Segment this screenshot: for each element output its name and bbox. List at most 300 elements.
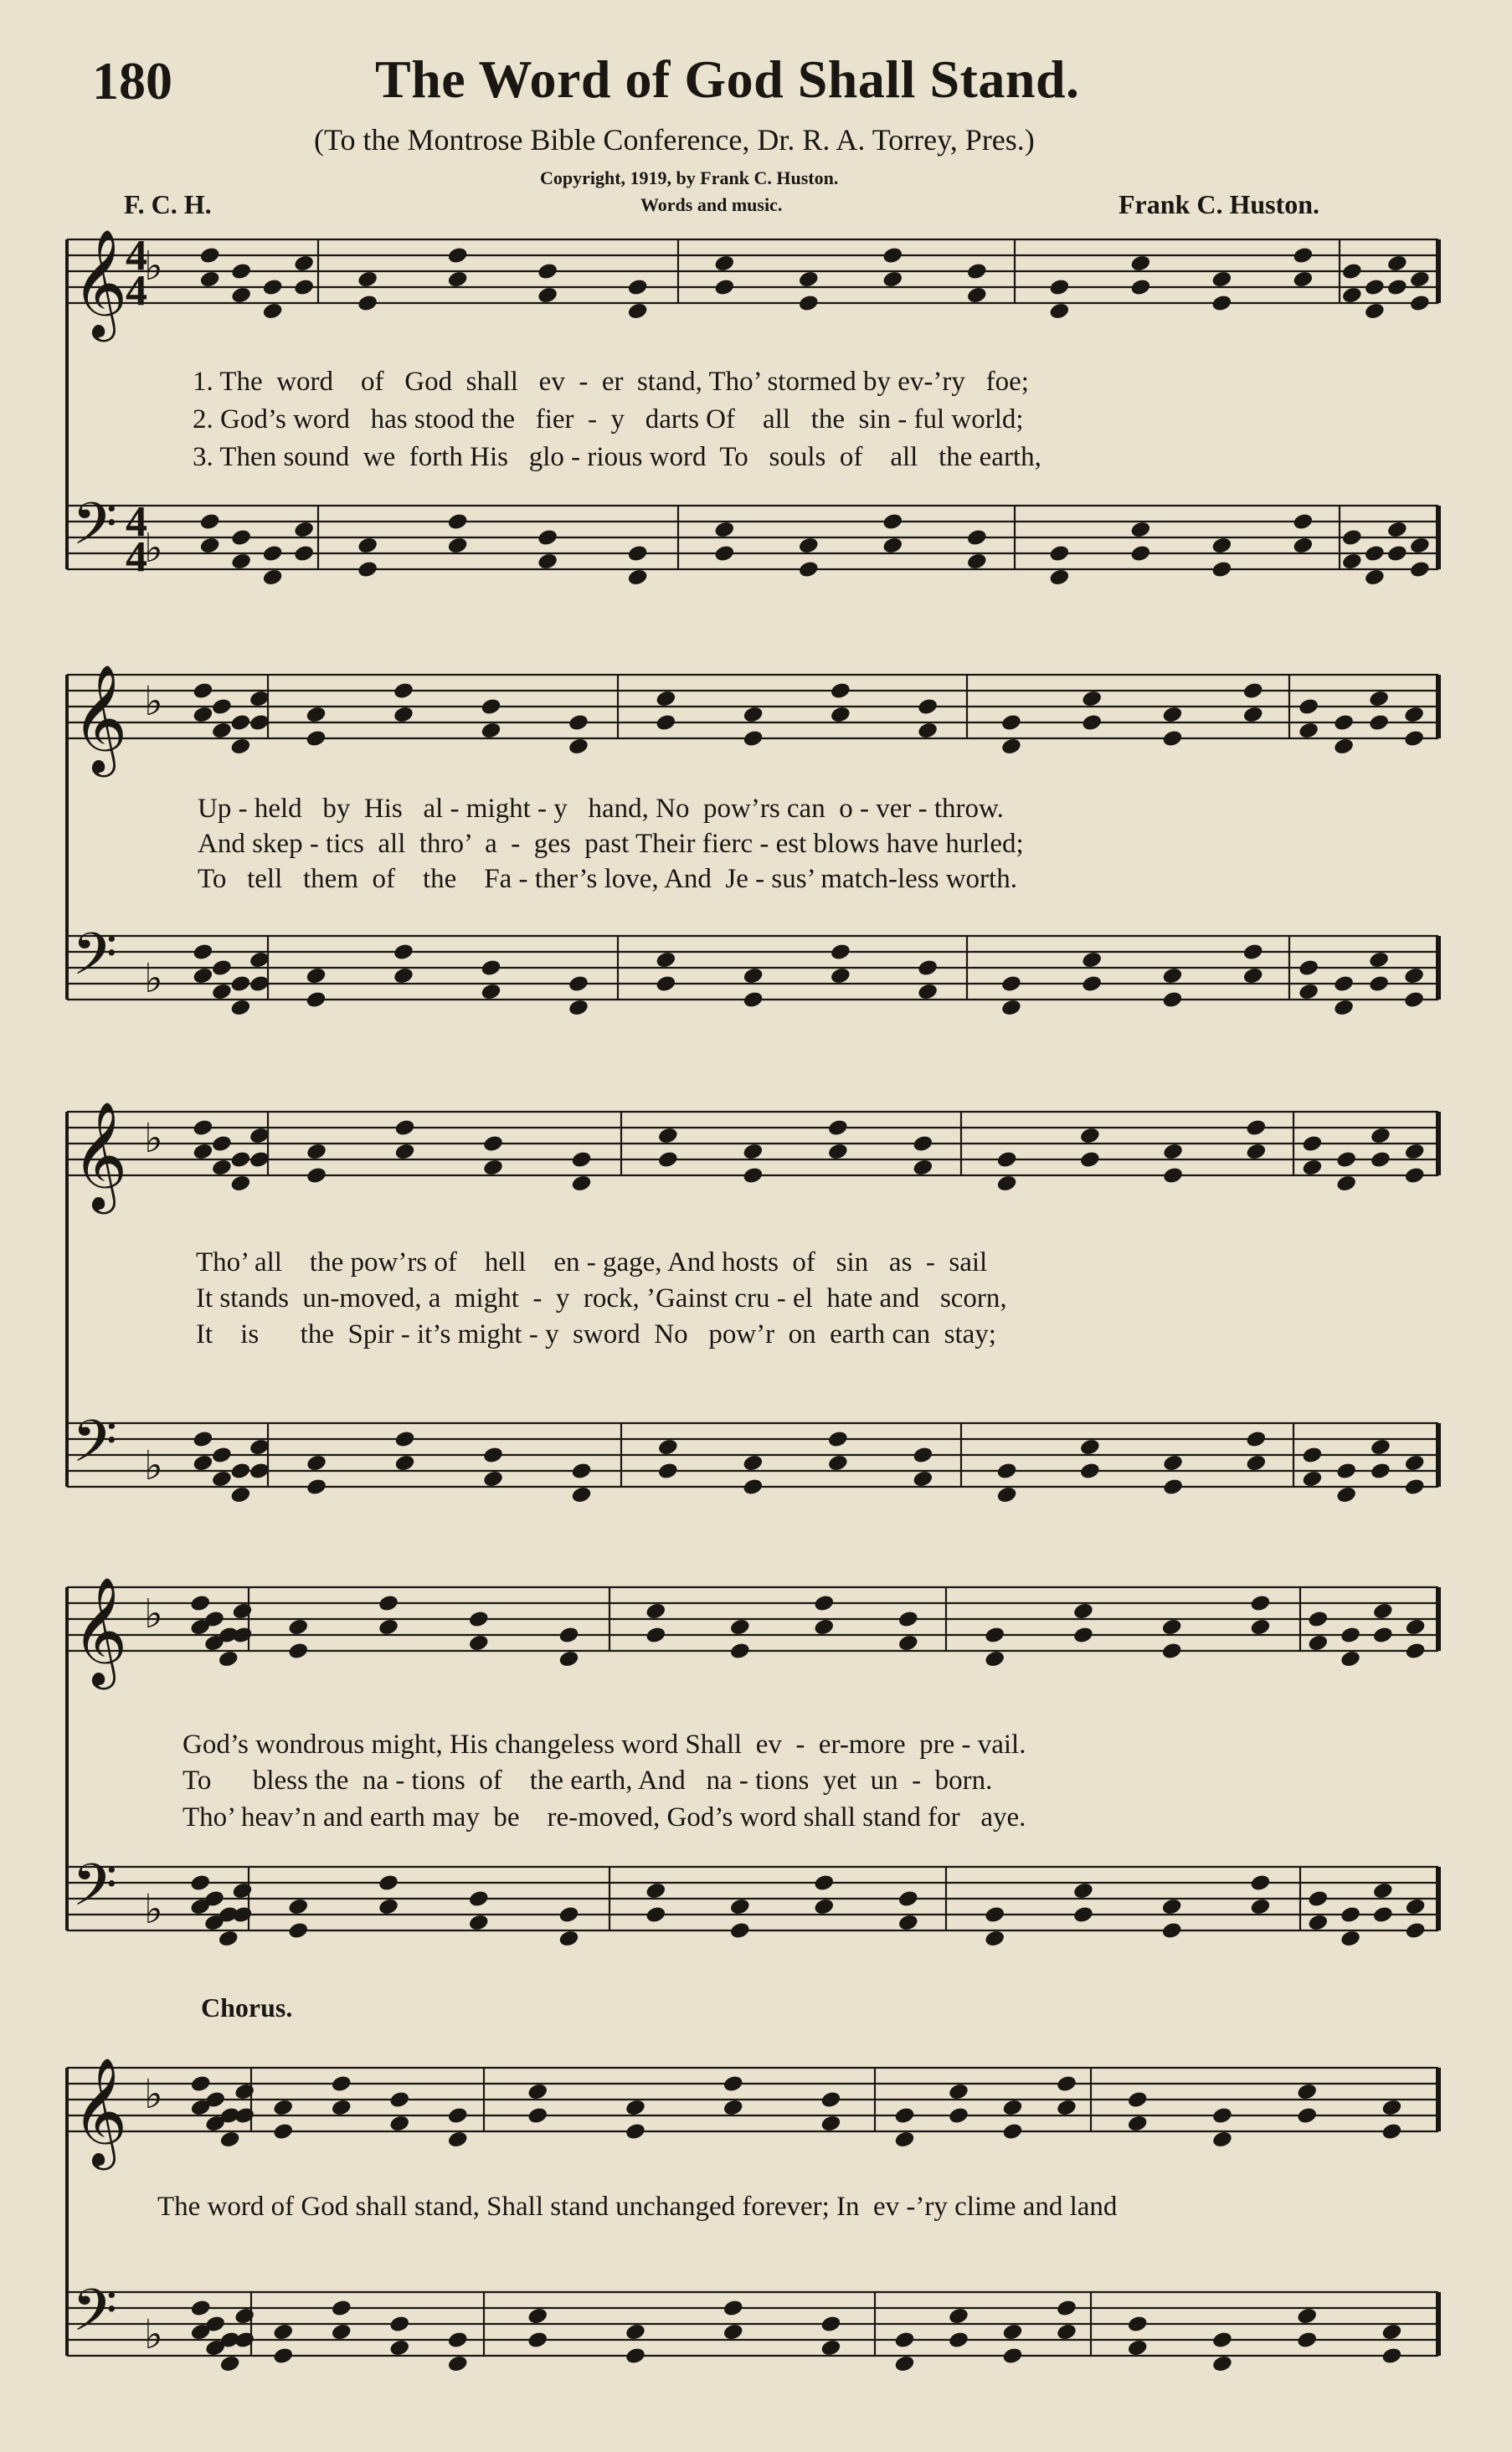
notehead — [1301, 1469, 1323, 1488]
notehead — [378, 1897, 399, 1916]
notehead — [305, 990, 327, 1010]
notehead — [293, 278, 315, 297]
flat-icon: ♭ — [144, 1591, 163, 1637]
lyric-line: To tell them of the Fa - ther’s love, And Je - sus’ match-less worth. — [198, 864, 1017, 894]
notehead — [570, 1462, 592, 1481]
notehead — [882, 246, 903, 265]
notehead — [1404, 1478, 1426, 1497]
notehead — [1079, 1126, 1101, 1145]
notehead — [230, 262, 252, 281]
notehead — [378, 1617, 399, 1637]
notehead — [229, 1485, 251, 1504]
notehead — [219, 2130, 241, 2149]
notehead — [1403, 966, 1425, 985]
notehead — [813, 1594, 835, 1613]
notehead — [262, 301, 284, 321]
notehead — [230, 552, 252, 571]
notehead — [1370, 1437, 1391, 1457]
notehead — [211, 1134, 233, 1154]
notehead — [1211, 560, 1232, 579]
notehead — [1127, 2114, 1149, 2133]
notehead — [1127, 2090, 1149, 2110]
notehead — [393, 943, 414, 962]
notehead — [798, 536, 820, 555]
notehead — [1368, 689, 1390, 708]
notehead — [1292, 536, 1314, 555]
notehead — [743, 966, 764, 985]
notehead — [1364, 278, 1386, 297]
notehead — [713, 544, 735, 563]
notehead — [713, 520, 735, 539]
notehead — [447, 536, 469, 555]
notehead — [1409, 560, 1431, 579]
notehead — [1161, 1617, 1183, 1637]
notehead — [211, 721, 233, 740]
notehead — [447, 2106, 469, 2126]
notehead — [1386, 278, 1408, 297]
dedication: (To the Montrose Bible Conference, Dr. R. A. Torrey, Pres.) — [314, 123, 1035, 157]
notehead — [1409, 270, 1431, 289]
notehead — [1404, 1453, 1426, 1473]
notehead — [192, 1118, 213, 1138]
notehead — [655, 950, 676, 969]
notehead — [813, 1897, 835, 1916]
notehead — [1001, 2322, 1023, 2341]
hymn-number: 180 — [92, 51, 172, 111]
notehead — [1081, 974, 1103, 994]
notehead — [625, 2122, 646, 2141]
notehead — [192, 705, 213, 724]
notehead — [234, 2106, 255, 2126]
lyric-line: Tho’ heav’n and earth may be re-moved, God’s word shall stand for aye. — [183, 1802, 1026, 1833]
notehead — [272, 2098, 294, 2117]
notehead — [1162, 1142, 1184, 1161]
bass-clef-icon: 𝄢 — [72, 1851, 118, 1933]
words-and-music-note: Words and music. — [640, 194, 783, 215]
notehead — [287, 1921, 309, 1941]
notehead — [1211, 2106, 1233, 2126]
notehead — [1372, 1626, 1394, 1645]
notehead — [229, 1462, 251, 1481]
notehead — [357, 536, 378, 555]
notehead — [912, 1446, 933, 1465]
notehead — [1249, 1897, 1271, 1916]
notehead — [192, 1430, 213, 1449]
notehead — [211, 697, 233, 717]
lyric-line: The word of God shall stand, Shall stand unchanged forever; In ev -’ry clime and land — [157, 2192, 1118, 2222]
chorus-label: Chorus. — [201, 1992, 293, 2023]
notehead — [190, 2074, 212, 2094]
notehead — [729, 1642, 751, 1661]
notehead — [1403, 729, 1425, 748]
notehead — [558, 1929, 579, 1948]
notehead — [357, 560, 378, 579]
notehead — [1298, 982, 1319, 1001]
notehead — [1162, 1453, 1184, 1473]
notehead — [537, 528, 558, 547]
notehead — [1381, 2098, 1402, 2117]
composer-credit: Frank C. Huston. — [1119, 189, 1320, 219]
notehead — [1001, 2098, 1023, 2117]
notehead — [1000, 737, 1022, 756]
author-initials: F. C. H. — [124, 189, 212, 219]
notehead — [393, 681, 414, 701]
notehead — [230, 285, 252, 305]
notehead — [729, 1897, 751, 1916]
notehead — [229, 974, 251, 994]
notehead — [645, 1626, 666, 1645]
notehead — [655, 974, 676, 994]
notehead — [1292, 246, 1314, 265]
notehead — [272, 2347, 294, 2366]
notehead — [742, 1453, 764, 1473]
notehead — [742, 1478, 764, 1497]
notehead — [1162, 1478, 1184, 1497]
notehead — [1386, 254, 1408, 273]
treble-clef-icon: 𝄞 — [72, 664, 128, 773]
notehead — [655, 713, 676, 733]
notehead — [897, 1889, 919, 1909]
notehead — [393, 1118, 415, 1138]
notehead — [219, 2354, 241, 2373]
notehead — [234, 2306, 255, 2326]
notehead — [1333, 974, 1355, 994]
notehead — [1404, 1921, 1426, 1941]
notehead — [306, 1166, 327, 1185]
notehead — [1079, 1437, 1101, 1457]
notehead — [743, 729, 764, 748]
notehead — [199, 246, 221, 265]
notehead — [948, 2106, 969, 2126]
notehead — [1129, 520, 1151, 539]
notehead — [912, 1158, 933, 1177]
notehead — [1296, 2082, 1318, 2101]
flat-icon: ♭ — [144, 1115, 163, 1162]
notehead — [723, 2098, 744, 2117]
notehead — [1386, 544, 1408, 563]
notehead — [1245, 1118, 1267, 1138]
notehead — [388, 2114, 410, 2133]
notehead — [655, 689, 676, 708]
notehead — [331, 2074, 352, 2094]
lyric-line: Up - held by His al - might - y hand, No pow’rs can o - ver - throw. — [198, 794, 1004, 824]
notehead — [1161, 729, 1183, 748]
notehead — [568, 974, 589, 994]
notehead — [1370, 1150, 1391, 1169]
notehead — [1079, 1462, 1101, 1481]
notehead — [827, 1118, 849, 1138]
notehead — [996, 1462, 1018, 1481]
notehead — [1301, 1134, 1323, 1154]
notehead — [1000, 713, 1022, 733]
notehead — [1333, 713, 1355, 733]
time-signature-bottom: 4 — [126, 267, 147, 315]
lyric-line: It is the Spir - it’s might - y sword No pow’r on earth can stay; — [196, 1319, 996, 1349]
notehead — [1340, 1626, 1361, 1645]
notehead — [393, 966, 414, 985]
notehead — [917, 982, 939, 1001]
time-signature-top: 4 — [126, 498, 147, 546]
treble-clef-icon: 𝄞 — [72, 229, 128, 337]
lyric-line: 3. Then sound we forth His glo - rious word To souls of all the earth, — [193, 442, 1041, 472]
notehead — [827, 1430, 849, 1449]
notehead — [192, 966, 213, 985]
notehead — [480, 697, 501, 717]
notehead — [1242, 943, 1264, 962]
notehead — [388, 2338, 410, 2357]
notehead — [1298, 721, 1319, 740]
notehead — [229, 713, 251, 733]
notehead — [199, 536, 221, 555]
notehead — [917, 697, 939, 717]
notehead — [1341, 528, 1363, 547]
notehead — [1335, 1174, 1357, 1193]
notehead — [447, 246, 469, 265]
notehead — [1072, 1601, 1094, 1621]
notehead — [262, 544, 284, 563]
notehead — [1404, 1617, 1426, 1637]
notehead — [1245, 1430, 1267, 1449]
notehead — [1081, 689, 1103, 708]
flat-icon: ♭ — [144, 525, 163, 572]
notehead — [568, 713, 589, 733]
notehead — [287, 1617, 309, 1637]
notehead — [893, 2331, 915, 2350]
notehead — [723, 2299, 744, 2318]
notehead — [1072, 1881, 1094, 1900]
notehead — [897, 1633, 919, 1653]
notehead — [830, 705, 851, 724]
notehead — [393, 1430, 415, 1449]
notehead — [393, 705, 414, 724]
notehead — [948, 2331, 969, 2350]
notehead — [1245, 1453, 1267, 1473]
notehead — [331, 2299, 352, 2318]
notehead — [527, 2106, 548, 2126]
notehead — [482, 1158, 504, 1177]
hymn-title: The Word of God Shall Stand. — [375, 49, 1080, 109]
notehead — [827, 1453, 849, 1473]
notehead — [527, 2082, 548, 2101]
notehead — [537, 285, 558, 305]
notehead — [558, 1905, 579, 1925]
flat-icon: ♭ — [144, 2311, 163, 2358]
flat-icon: ♭ — [144, 1886, 163, 1933]
notehead — [1381, 2347, 1402, 2366]
notehead — [1048, 544, 1070, 563]
notehead — [820, 2338, 841, 2357]
bass-clef-icon: 𝄢 — [72, 920, 118, 1002]
notehead — [234, 2331, 255, 2350]
notehead — [331, 2098, 352, 2117]
notehead — [1335, 1462, 1357, 1481]
notehead — [234, 2082, 255, 2101]
notehead — [1127, 2315, 1149, 2334]
treble-clef-icon: 𝄞 — [72, 1576, 128, 1685]
notehead — [882, 512, 903, 532]
bass-clef-icon: 𝄢 — [72, 1407, 118, 1489]
notehead — [657, 1126, 679, 1145]
notehead — [388, 2315, 410, 2334]
notehead — [231, 1881, 253, 1900]
notehead — [1081, 950, 1103, 969]
notehead — [966, 528, 988, 547]
notehead — [306, 1142, 327, 1161]
lyric-line: And skep - tics all thro’ a - ges past Their fierc - est blows have hurled; — [198, 829, 1024, 859]
notehead — [996, 1485, 1018, 1504]
notehead — [1404, 1166, 1426, 1185]
notehead — [231, 1626, 253, 1645]
notehead — [1000, 998, 1022, 1017]
notehead — [482, 1134, 504, 1154]
notehead — [723, 2322, 744, 2341]
notehead — [645, 1601, 666, 1621]
flat-icon: ♭ — [144, 1442, 163, 1489]
notehead — [1048, 278, 1070, 297]
notehead — [570, 1485, 592, 1504]
notehead — [1404, 1642, 1426, 1661]
notehead — [1072, 1905, 1094, 1925]
notehead — [1001, 2347, 1023, 2366]
notehead — [798, 270, 820, 289]
notehead — [480, 721, 501, 740]
notehead — [1307, 1610, 1329, 1629]
notehead — [1403, 990, 1425, 1010]
notehead — [1403, 705, 1425, 724]
lyric-line: 1. The word of God shall ev - er stand, Tho’ stormed by ev-’ry foe; — [193, 367, 1029, 397]
notehead — [798, 294, 820, 313]
notehead — [893, 2106, 915, 2126]
notehead — [568, 998, 589, 1017]
notehead — [917, 959, 939, 978]
notehead — [627, 278, 649, 297]
notehead — [627, 544, 649, 563]
notehead — [357, 294, 378, 313]
notehead — [657, 1437, 679, 1457]
notehead — [912, 1469, 933, 1488]
bass-clef-icon: 𝄢 — [72, 2276, 118, 2358]
notehead — [830, 966, 851, 985]
notehead — [1341, 552, 1363, 571]
notehead — [1211, 270, 1232, 289]
notehead — [984, 1649, 1005, 1668]
notehead — [1161, 1921, 1183, 1941]
notehead — [1211, 536, 1232, 555]
notehead — [1162, 1166, 1184, 1185]
notehead — [798, 560, 820, 579]
notehead — [1161, 1642, 1183, 1661]
notehead — [199, 270, 221, 289]
flat-icon: ♭ — [144, 678, 163, 725]
notehead — [189, 1874, 211, 1893]
notehead — [393, 1453, 415, 1473]
notehead — [1161, 705, 1183, 724]
notehead — [468, 1913, 490, 1932]
notehead — [480, 959, 501, 978]
notehead — [537, 552, 558, 571]
notehead — [984, 1905, 1005, 1925]
flat-icon: ♭ — [144, 2071, 163, 2118]
notehead — [1364, 301, 1386, 321]
notehead — [1370, 1462, 1391, 1481]
notehead — [1364, 544, 1386, 563]
notehead — [1161, 990, 1183, 1010]
lyric-line: To bless the na - tions of the earth, And na - tions yet un - born. — [183, 1766, 993, 1796]
notehead — [1127, 2338, 1149, 2357]
notehead — [393, 1142, 415, 1161]
notehead — [1292, 270, 1314, 289]
notehead — [948, 2082, 969, 2101]
notehead — [813, 1617, 835, 1637]
notehead — [1000, 974, 1022, 994]
notehead — [1372, 1881, 1394, 1900]
notehead — [1072, 1626, 1094, 1645]
notehead — [1296, 2331, 1318, 2350]
notehead — [1056, 2299, 1077, 2318]
notehead — [1245, 1142, 1267, 1161]
notehead — [1372, 1905, 1394, 1925]
notehead — [1340, 1649, 1361, 1668]
notehead — [1249, 1594, 1271, 1613]
notehead — [211, 982, 233, 1001]
notehead — [820, 2114, 841, 2133]
notehead — [199, 512, 221, 532]
notehead — [447, 2331, 469, 2350]
notehead — [984, 1929, 1005, 1948]
notehead — [305, 729, 327, 748]
notehead — [743, 705, 764, 724]
notehead — [830, 681, 851, 701]
notehead — [1296, 2306, 1318, 2326]
notehead — [1048, 568, 1070, 587]
notehead — [1211, 2130, 1233, 2149]
notehead — [262, 568, 284, 587]
notehead — [657, 1462, 679, 1481]
lyric-line: Tho’ all the pow’rs of hell en - gage, And hosts of sin as - sail — [196, 1247, 988, 1277]
notehead — [882, 536, 903, 555]
notehead — [627, 568, 649, 587]
notehead — [1298, 959, 1319, 978]
notehead — [1161, 966, 1183, 985]
notehead — [1340, 1929, 1361, 1948]
notehead — [218, 1929, 239, 1948]
notehead — [1211, 294, 1232, 313]
notehead — [1370, 1126, 1391, 1145]
notehead — [625, 2098, 646, 2117]
notehead — [229, 998, 251, 1017]
notehead — [192, 681, 213, 701]
notehead — [1381, 2122, 1402, 2141]
notehead — [1381, 2322, 1402, 2341]
notehead — [743, 990, 764, 1010]
notehead — [1368, 974, 1390, 994]
notehead — [192, 1453, 213, 1473]
notehead — [984, 1626, 1005, 1645]
notehead — [331, 2322, 352, 2341]
notehead — [625, 2347, 646, 2366]
notehead — [1409, 294, 1431, 313]
notehead — [357, 270, 378, 289]
lyric-line: 2. God’s word has stood the fier - y darts Of all the sin - ful world; — [193, 404, 1024, 434]
notehead — [1296, 2106, 1318, 2126]
notehead — [820, 2315, 841, 2334]
notehead — [1056, 2074, 1077, 2094]
notehead — [625, 2322, 646, 2341]
notehead — [192, 1142, 213, 1161]
notehead — [558, 1626, 579, 1645]
notehead — [1249, 1874, 1271, 1893]
notehead — [1404, 1897, 1426, 1916]
